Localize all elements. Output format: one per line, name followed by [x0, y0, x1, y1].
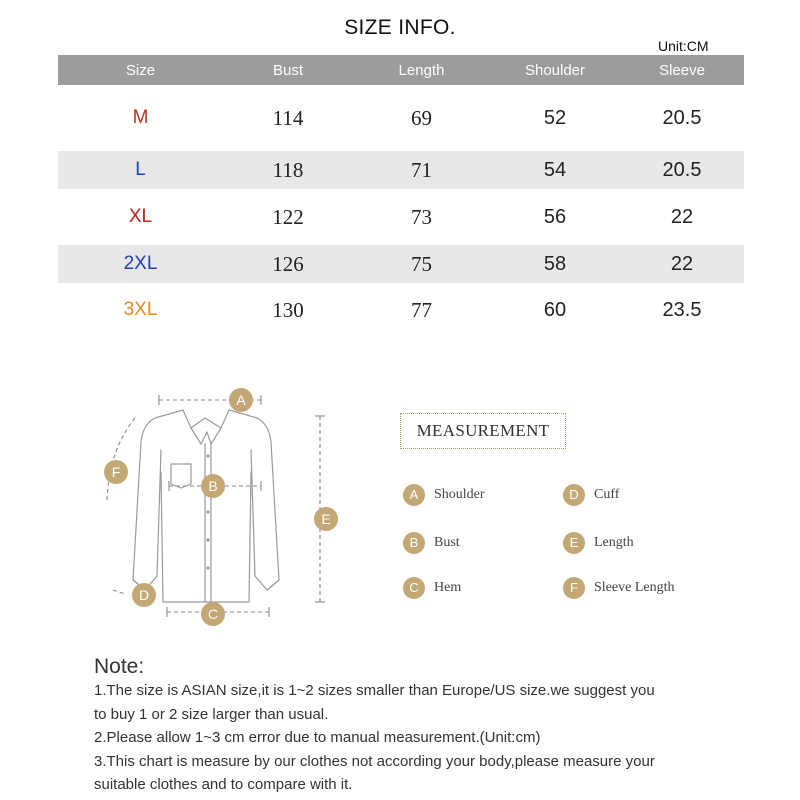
table-row — [58, 283, 744, 337]
legend-badge: F — [563, 577, 585, 599]
marker-a-badge: A — [229, 388, 253, 412]
legend-label: Length — [594, 535, 634, 550]
marker-e-badge: E — [314, 507, 338, 531]
legend-label: Shoulder — [434, 487, 485, 502]
shoulder-cell: 58 — [543, 252, 567, 275]
sleeve-cell: 22 — [670, 205, 694, 228]
shoulder-cell: 52 — [543, 106, 567, 129]
length-cell: 73 — [411, 204, 432, 229]
unit-label: Unit:CM — [658, 38, 709, 54]
length-cell: 75 — [411, 251, 432, 276]
notes-section — [94, 655, 784, 797]
header-sleeve: Sleeve — [620, 55, 744, 85]
shoulder-cell: 60 — [543, 298, 567, 321]
length-cell: 69 — [411, 105, 432, 130]
measurement-heading: MEASUREMENT — [400, 413, 566, 449]
legend-label: Cuff — [594, 487, 620, 502]
length-cell: 77 — [411, 297, 432, 322]
table-row — [58, 189, 744, 245]
sleeve-cell: 20.5 — [662, 106, 702, 129]
note-line: 2.Please allow 1~3 cm error due to manual measurement.(Unit:cm) — [94, 729, 541, 746]
legend-badge: B — [403, 532, 425, 554]
bust-cell: 122 — [272, 204, 304, 229]
page-title: SIZE INFO. — [344, 16, 456, 39]
shoulder-cell: 54 — [543, 158, 567, 181]
size-cell: L — [135, 159, 146, 180]
size-cell: 3XL — [123, 299, 158, 320]
sleeve-cell: 23.5 — [662, 298, 702, 321]
marker-d-badge: D — [132, 583, 156, 607]
size-cell: M — [132, 107, 149, 128]
legend-label: Sleeve Length — [594, 580, 675, 595]
header-size: Size — [58, 55, 223, 85]
marker-b-badge: B — [201, 474, 225, 498]
sleeve-cell: 20.5 — [662, 158, 702, 181]
sleeve-cell: 22 — [670, 252, 694, 275]
header-shoulder: Shoulder — [490, 55, 620, 85]
note-line: 1.The size is ASIAN size,it is 1~2 sizes smaller than Europe/US size.we suggest you — [94, 682, 655, 699]
table-header-row — [58, 55, 744, 85]
size-cell: 2XL — [123, 253, 158, 274]
table-row — [58, 151, 744, 189]
marker-f-badge: F — [104, 460, 128, 484]
header-length: Length — [353, 55, 490, 85]
legend-badge: D — [563, 484, 585, 506]
bust-cell: 114 — [272, 105, 304, 130]
bust-cell: 130 — [272, 297, 304, 322]
legend-badge: E — [563, 532, 585, 554]
marker-c-badge: C — [201, 602, 225, 626]
shirt-diagram — [95, 380, 355, 630]
size-table — [58, 55, 744, 337]
note-title: Note: — [94, 655, 145, 678]
size-cell: XL — [128, 206, 153, 227]
note-line: 3.This chart is measure by our clothes not according your body,please measure your — [94, 752, 655, 770]
legend-badge: A — [403, 484, 425, 506]
shoulder-cell: 56 — [543, 205, 567, 228]
table-row — [58, 85, 744, 151]
table-row — [58, 245, 744, 283]
legend-label: Hem — [434, 580, 462, 595]
note-line: suitable clothes and to compare with it. — [94, 776, 353, 793]
note-line: to buy 1 or 2 size larger than usual. — [94, 705, 329, 723]
header-bust: Bust — [223, 55, 353, 85]
bust-cell: 126 — [272, 251, 304, 276]
length-cell: 71 — [411, 157, 432, 182]
bust-cell: 118 — [272, 157, 304, 182]
legend-badge: C — [403, 577, 425, 599]
legend-label: Bust — [434, 535, 460, 550]
